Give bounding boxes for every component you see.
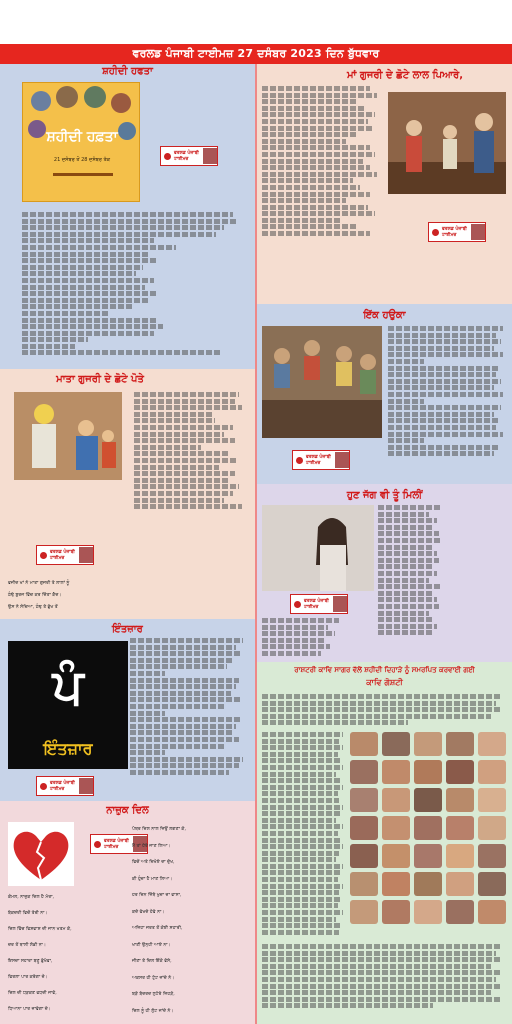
intezar-byline: ਵਰਲਡ ਪੰਜਾਬੀ ਟਾਈਮਜ਼ xyxy=(36,776,94,796)
verse-line: ਕੀ ਹੁੰਦਾ ਹੈ ਮਾਣ ਲਿਆ। xyxy=(132,876,173,882)
participant-photo xyxy=(382,900,410,924)
nazuk-dil-heading: ਨਾਜ਼ੁਕ ਦਿਲ xyxy=(106,805,149,816)
participant-photo xyxy=(350,872,378,896)
girl-photo-art xyxy=(262,505,374,591)
ik-hauka-heading: ਇੱਕ ਹਉਕਾ xyxy=(363,310,406,321)
poster-dates: 21 ਦਸੰਬਰ ਤੋਂ 28 ਦਸੰਬਰ ਤੱਕ xyxy=(53,157,111,163)
author-photo xyxy=(203,148,217,164)
shaheedi-hafta-byline: ਵਰਲਡ ਪੰਜਾਬੀ ਟਾਈਮਜ਼ xyxy=(160,146,218,166)
participant-photo xyxy=(446,760,474,784)
participant-photo xyxy=(414,788,442,812)
chote-lal-heading: ਮਾਂ ਗੁਜਰੀ ਦੇ ਛੋਟੇ ਲਾਲ ਪਿਆਰੇ, xyxy=(346,70,464,81)
participant-photo xyxy=(350,816,378,840)
shaheedi-hafta-text xyxy=(22,212,242,362)
verse-line: ਬੜੇ ਬੇਦਰਦ ਲੁਟੇਰੇ ਜਿਹੜੇ, xyxy=(132,992,175,997)
crowd-photo-art xyxy=(262,326,382,438)
participant-photo xyxy=(414,900,442,924)
verse-line: ਮੈਂ ਤਾਂ ਹੋਰੇ ਜਾਣ ਲਿਆ। xyxy=(132,843,171,849)
intezar-heading: ਇੰਤਜ਼ਾਰ xyxy=(112,624,143,635)
author-photo xyxy=(79,547,93,563)
verse-line: ਅਜਿਹਾ ਜਰਤ ਤੋਂ ਕੋਈ ਸਹਾਰੀ, xyxy=(132,926,183,931)
hun-jag-byline: ਵਰਲਡ ਪੰਜਾਬੀ ਟਾਈਮਜ਼ xyxy=(290,594,348,614)
mata-gujri-painting xyxy=(14,392,122,480)
broken-heart-icon xyxy=(8,822,74,886)
logo-dot-icon xyxy=(40,552,47,559)
top-margin xyxy=(0,0,512,44)
participant-photo xyxy=(414,760,442,784)
logo-dot-icon xyxy=(296,457,303,464)
verse-line: ਅਕਸਰ ਹੀ ਟੁੱਟ ਜਾਂਦੇ ਨੇ। xyxy=(132,975,175,981)
participant-photo xyxy=(446,816,474,840)
verse-line: ਠੰਢੇ ਬੁਰਜ ਵਿੱਚ ਕਰ ਦਿੱਤਾ ਕੈਦ। xyxy=(8,593,62,598)
author-photo xyxy=(333,596,347,612)
mata-gujri-bottom-lines xyxy=(8,578,128,614)
participant-photo xyxy=(446,872,474,896)
ik-hauka-byline: ਵਰਲਡ ਪੰਜਾਬੀ ਟਾਈਮਜ਼ xyxy=(292,450,350,470)
participant-photo xyxy=(382,844,410,868)
logo-dot-icon xyxy=(94,841,101,848)
author-photo xyxy=(471,224,485,240)
shaheedi-hafta-heading: ਸ਼ਹੀਦੀ ਹਫਤਾ xyxy=(102,66,153,77)
nazuk-dil-right-verses xyxy=(132,822,250,1020)
nazuk-dil-left-verses xyxy=(8,890,126,1018)
participant-photo xyxy=(350,844,378,868)
verse-line: ਪੱਥਰ ਦਿਲ ਨਾਲ ਜਿਉਂ ਲਗਣਾ ਕੇ, xyxy=(132,827,186,832)
intezar-image-caption: ਇੰਤਜ਼ਾਰ xyxy=(43,739,93,758)
author-photo xyxy=(79,778,93,794)
verse-line: ਵਜੀਦ ਖਾਂ ਨੇ ਮਾਤਾ ਗੁਜਰੀ ਤੇ ਲਾਲਾਂ ਨੂੰ xyxy=(8,581,70,586)
participants-grid xyxy=(350,732,506,940)
kavi-gosti-heading-2: ਕਾਵਿ ਗੋਸ਼ਟੀ xyxy=(366,678,403,687)
participant-photo xyxy=(478,788,506,812)
verse-line: ਇਸਦਾ ਸਹਾਰਾ ਬਣੂ ਭੁੱਖੇਵਾ, xyxy=(8,959,53,964)
hun-jag-heading: ਹੁਣ ਜੱਗ ਵੀ ਤੂੰ ਮਿਲੀਂ xyxy=(346,490,423,501)
verse-line: ਜੀਣਾ ਤੇ ਦਿਲ ਇੱਕੋ ਵੱਸੇ, xyxy=(132,959,172,964)
kavi-gosti-text-bottom xyxy=(262,944,506,1020)
participant-photo xyxy=(350,732,378,756)
verse-line: ਦਿਲ ਨੂੰ ਹੀ ਲੁੱਟ ਜਾਂਦੇ ਨੇ। xyxy=(132,1008,174,1014)
participant-photo xyxy=(414,816,442,840)
shaheedi-hafta-poster xyxy=(22,82,140,202)
participant-photo xyxy=(382,788,410,812)
kavi-gosti-intro xyxy=(262,694,506,730)
participant-photo xyxy=(478,732,506,756)
verse-line: ਦਿਲ ਵਿੱਚ ਵਿਸ਼ਵਾਸ਼ ਦੀ ਜਾਨ ਖਤਮ ਕੇ, xyxy=(8,927,72,932)
participant-photo xyxy=(350,900,378,924)
painting-art xyxy=(388,92,506,194)
hun-jag-text-left xyxy=(262,618,372,660)
participant-photo xyxy=(382,816,410,840)
participant-photo xyxy=(350,788,378,812)
verse-line: ਦਿਲ ਦੀ ਧੜਕਣ ਵਧਦੀ ਜਾਵੇ, xyxy=(8,991,57,996)
verse-line: ਧਿਆਨਾ ਪਾਰ ਜਾਵੇਗਾ ਦੇ। xyxy=(8,1007,51,1012)
verse-line: ਉਸ ਨੇ ਸੋਚਿਆ, ਠੰਢ ਤੇ ਭੁੱਖ ਤੋਂ xyxy=(8,605,58,610)
chote-lal-text xyxy=(262,86,382,298)
masthead: ਵਰਲਡ ਪੰਜਾਬੀ ਟਾਈਮਜ਼ 27 ਦਸੰਬਰ 2023 ਦਿਨ ਬੁੱਧਵਾਰ xyxy=(0,44,512,64)
participant-photo xyxy=(414,872,442,896)
kavi-gosti-heading-1: ਰਾਸ਼ਟਰੀ ਕਾਵਿ ਸਾਗਰ ਵੱਲੋਂ ਸ਼ਹੀਦੀ ਦਿਹਾੜੇ ਨੂੰ ਸਮਰਪਿਤ ਕਰਵਾਈ ਗਈ xyxy=(294,666,475,674)
participant-photo xyxy=(414,732,442,756)
participant-photo xyxy=(478,760,506,784)
participant-photo xyxy=(478,872,506,896)
verse-line: ਵਿਰਲਾ ਪਾਰ ਕਰੇਗਾ ਦੋ। xyxy=(8,975,48,980)
intezar-text xyxy=(130,638,248,798)
kavi-gosti-text-left xyxy=(262,732,346,938)
verse-line: ਬੇਕਦਰੀ ਵਿਚੋਂ ਤੇਰੀ ਨਾ। xyxy=(8,911,48,916)
hun-jag-text-right xyxy=(378,505,506,657)
verse-line: ਕੋਮਲ, ਨਾਜ਼ੁਕ ਦਿਲ ਹੈ ਮੇਰਾ, xyxy=(8,895,54,900)
chote-lal-painting xyxy=(388,92,506,194)
logo-dot-icon xyxy=(40,783,47,790)
participant-photo xyxy=(350,760,378,784)
participant-photo xyxy=(446,788,474,812)
participant-photo xyxy=(382,732,410,756)
poster-title: ਸ਼ਹੀਦੀ ਹਫ਼ਤਾ xyxy=(46,129,118,145)
mata-gujri-byline: ਵਰਲਡ ਪੰਜਾਬੀ ਟਾਈਮਜ਼ xyxy=(36,545,94,565)
author-photo xyxy=(335,452,349,468)
verse-line: ਹਰ ਦਿਨ ਜਿੱਥੇ ਖੁਦਾ ਦਾ ਵਾਸਾ, xyxy=(132,893,182,898)
participant-photo xyxy=(446,900,474,924)
intezar-image xyxy=(8,641,128,769)
nazuk-dil-byline: ਵਰਲਡ ਪੰਜਾਬੀ ਟਾਈਮਜ਼ xyxy=(90,834,148,854)
verse-line: ਦਰ ਤੋਂ ਥਾਲੀ ਲੱਭੀ ਨਾ। xyxy=(8,943,46,948)
hun-jag-photo xyxy=(262,505,374,591)
participant-photo xyxy=(382,872,410,896)
intezar-glyph: ਪੰ xyxy=(52,659,84,715)
ik-hauka-photo xyxy=(262,326,382,438)
logo-dot-icon xyxy=(432,229,439,236)
mata-gujri-text xyxy=(134,392,246,612)
painting-art xyxy=(14,392,122,480)
participant-photo xyxy=(478,816,506,840)
ik-hauka-text xyxy=(388,326,508,478)
participant-photo xyxy=(446,844,474,868)
participant-photo xyxy=(446,732,474,756)
verse-line: ਕਦੇ ਵੇਖਦੇ ਹੋਵੇ ਨਾ। xyxy=(132,909,165,915)
chote-lal-byline: ਵਰਲਡ ਪੰਜਾਬੀ ਟਾਈਮਜ਼ xyxy=(428,222,486,242)
participant-photo xyxy=(382,760,410,784)
verse-line: ਵਿਚੋਂ ਅਤੇ ਦਿਖੋਏ ਦਾ ਦੁੱਖ, xyxy=(132,860,175,865)
participant-photo xyxy=(414,844,442,868)
participant-photo xyxy=(478,844,506,868)
logo-dot-icon xyxy=(294,601,301,608)
logo-dot-icon xyxy=(164,153,171,160)
nazuk-dil-heart-image xyxy=(8,822,74,886)
mata-gujri-heading: ਮਾਤਾ ਗੁਜਰੀ ਦੇ ਛੋਟੇ ਪੋਤੇ xyxy=(56,374,144,385)
verse-line: ਖਾਣੀ ਉਨ੍ਹੀ ਆਏ ਨਾ। xyxy=(132,942,171,948)
participant-photo xyxy=(478,900,506,924)
